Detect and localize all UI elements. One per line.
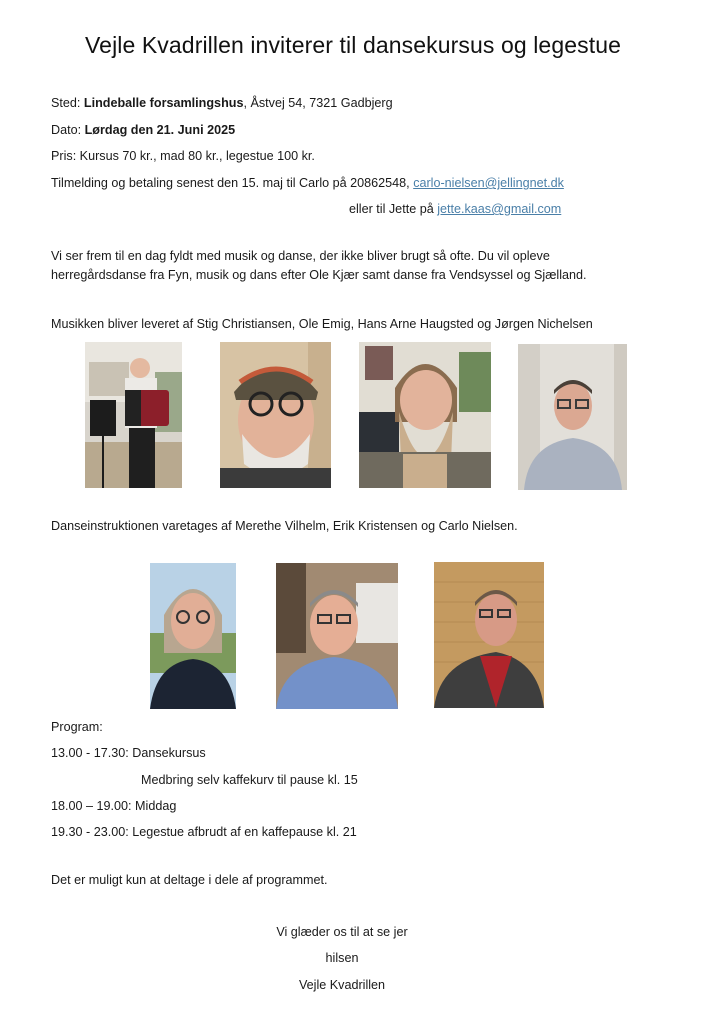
partial-attendance-note: Det er muligt kun at deltage i dele af programmet. — [51, 873, 328, 887]
musicians-text: Musikken bliver leveret af Stig Christiansen, Ole Emig, Hans Arne Haugsted og Jørgen Nichelsen — [51, 317, 593, 331]
intro-line-2: herregårdsdanse fra Fyn, musik og dans efter Ole Kjær samt danse fra Vendsyssel og Sjælland. — [51, 268, 587, 282]
registration-line — [51, 176, 564, 190]
registration-text-2: eller til Jette på — [349, 202, 438, 216]
program-label: Program: — [51, 720, 103, 734]
venue-label: Sted: — [51, 96, 84, 110]
page-title: Vejle Kvadrillen inviterer til dansekursus og legestue — [85, 32, 621, 58]
program-item-3: 18.00 – 19.00: Middag — [51, 799, 177, 813]
program-item-4: 19.30 - 23.00: Legestue afbrudt af en kaffepause kl. 21 — [51, 825, 357, 839]
photo-man-with-cap — [220, 342, 331, 488]
closing-line-1: Vi glæder os til at se jer — [276, 925, 408, 939]
registration-line-2 — [349, 202, 561, 216]
instructors-text: Danseinstruktionen varetages af Merethe Vilhelm, Erik Kristensen og Carlo Nielsen. — [51, 519, 518, 533]
closing-signature: Vejle Kvadrillen — [298, 978, 386, 992]
venue-address: , Åstvej 54, 7321 Gadbjerg — [243, 96, 393, 110]
date-value: Lørdag den 21. Juni 2025 — [84, 123, 236, 137]
program-item-1: 13.00 - 17.30: Dansekursus — [51, 746, 206, 760]
photo-man-with-glasses — [518, 344, 627, 490]
photo-woman-instructor — [150, 563, 236, 709]
photo-man-blue-shirt — [276, 563, 398, 709]
carlo-email-link[interactable]: carlo-nielsen@jellingnet.dk — [413, 176, 564, 190]
jette-email-link[interactable]: jette.kaas@gmail.com — [437, 202, 562, 216]
venue-name: Lindeballe forsamlingshus — [83, 96, 244, 110]
price-line: Pris: Kursus 70 kr., mad 80 kr., legestue 100 kr. — [51, 149, 315, 163]
photo-accordion-player — [85, 342, 182, 488]
intro-line-1: Vi ser frem til en dag fyldt med musik og danse, der ikke bliver brugt så ofte. Du vil opleve — [51, 249, 550, 263]
venue-line — [51, 96, 393, 110]
registration-text: Tilmelding og betaling senest den 15. maj til Carlo på 20862548, — [51, 176, 414, 190]
closing-line-2: hilsen — [325, 951, 359, 965]
photo-bearded-man — [359, 342, 491, 488]
date-label: Dato: — [51, 123, 85, 137]
program-item-2: Medbring selv kaffekurv til pause kl. 15 — [141, 773, 358, 787]
photo-man-red-shirt — [434, 562, 544, 708]
date-line — [51, 123, 235, 137]
